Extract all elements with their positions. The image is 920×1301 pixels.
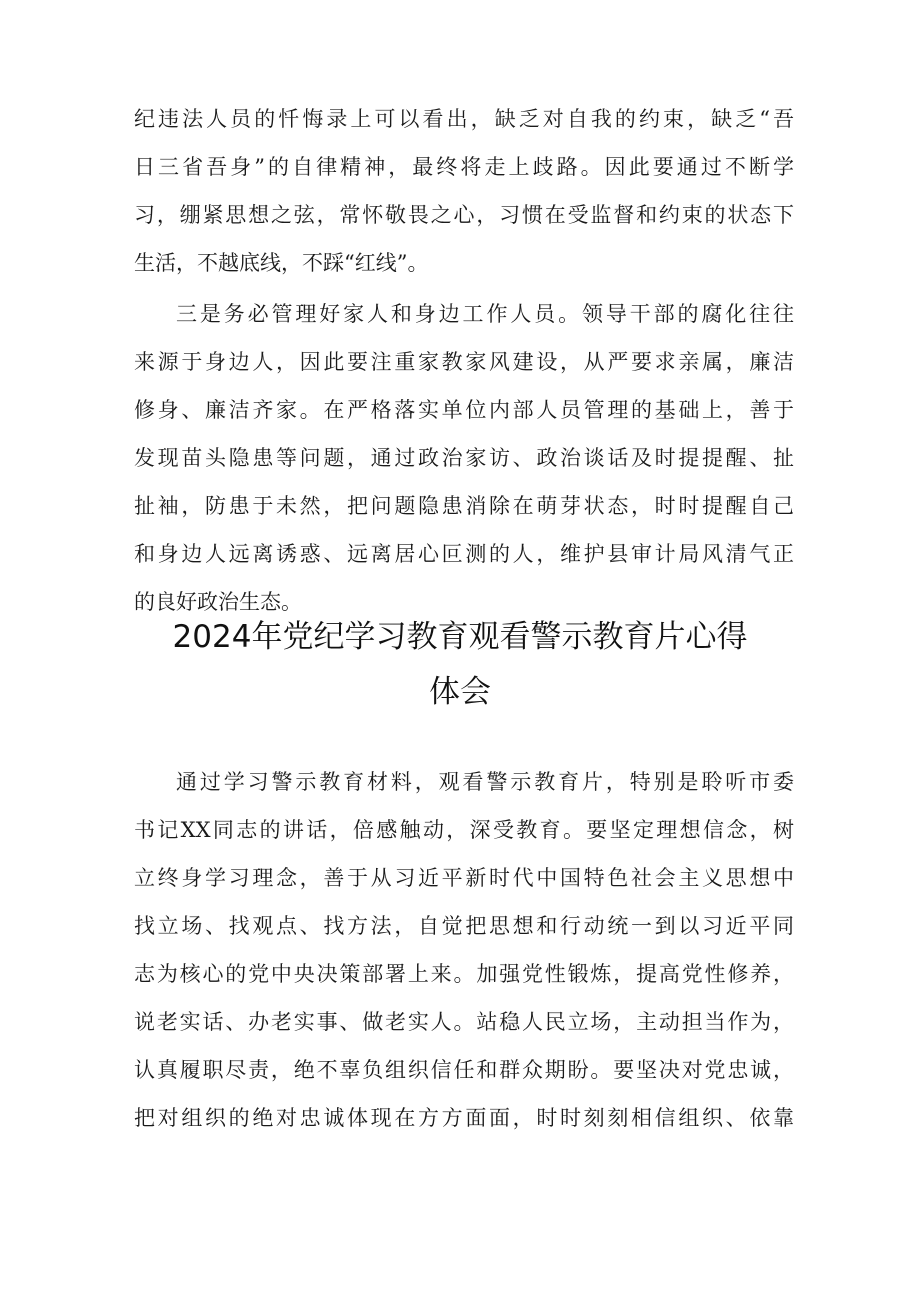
paragraph-line: 日三省吾身”的自律精神，最终将走上歧路。因此要通过不断学 <box>134 155 794 179</box>
paragraph-line: 的良好政治生态。 <box>134 590 302 614</box>
paragraph-line: 习，绷紧思想之弦，常怀敬畏之心，习惯在受监督和约束的状态下 <box>134 203 794 227</box>
paragraph-line: 生活，不越底线，不踩“红线”。 <box>134 251 429 275</box>
paragraph-line: 修身、廉洁齐家。在严格落实单位内部人员管理的基础上，善于 <box>134 398 794 422</box>
paragraph-line: 立终身学习理念，善于从习近平新时代中国特色社会主义思想中 <box>134 866 794 890</box>
paragraph-line: 发现苗头隐患等问题，通过政治家访、政治谈话及时提提醒、扯 <box>134 446 794 470</box>
paragraph-line: 把对组织的绝对忠诚体现在方方面面，时时刻刻相信组织、依靠 <box>134 1106 794 1130</box>
paragraph-line: 和身边人远离诱惑、远离居心叵测的人，维护县审计局风清气正 <box>134 542 794 566</box>
paragraph-line: 扯袖，防患于未然，把问题隐患消除在萌芽状态，时时提醒自己 <box>134 494 794 518</box>
paragraph-line: 说老实话、办老实事、做老实人。站稳人民立场，主动担当作为， <box>134 1010 794 1034</box>
paragraph-line: 纪违法人员的忏悔录上可以看出，缺乏对自我的约束，缺乏“吾 <box>134 107 794 131</box>
paragraph-line: 找立场、找观点、找方法，自觉把思想和行动统一到以习近平同 <box>134 914 794 938</box>
paragraph-line: 通过学习警示教育材料，观看警示教育片，特别是聆听市委 <box>176 770 794 794</box>
paragraph-line: 书记XX同志的讲话，倍感触动，深受教育。要坚定理想信念，树 <box>134 818 794 842</box>
article-title: 2024年党纪学习教育观看警示教育片心得 <box>172 619 748 655</box>
paragraph-line: 来源于身边人，因此要注重家教家风建设，从严要求亲属，廉洁 <box>134 350 794 374</box>
paragraph-line: 三是务必管理好家人和身边工作人员。领导干部的腐化往往 <box>176 302 794 326</box>
paragraph-line: 认真履职尽责，绝不辜负组织信任和群众期盼。要坚决对党忠诚， <box>134 1058 794 1082</box>
paragraph-line: 志为核心的党中央决策部署上来。加强党性锻炼，提高党性修养， <box>134 962 794 986</box>
article-title-continued: 体会 <box>429 674 491 710</box>
